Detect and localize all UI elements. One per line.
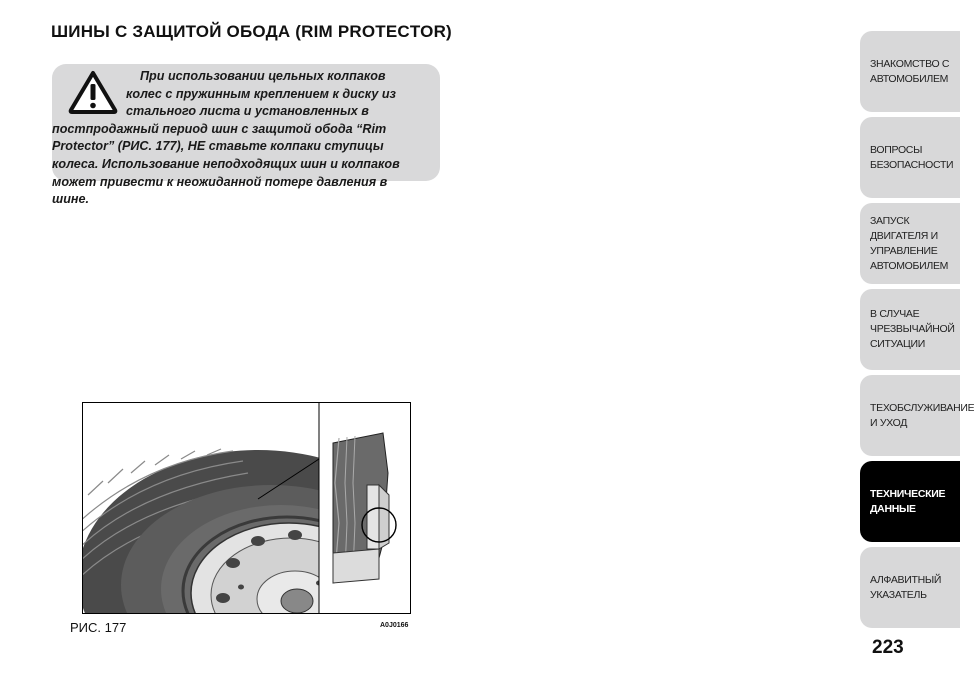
chapter-tab-introduction[interactable] xyxy=(860,31,960,112)
chapter-tab-label: ЗНАКОМСТВО С АВТОМОБИЛЕМ xyxy=(870,57,950,85)
chapter-tab-label: АЛФАВИТНЫЙ УКАЗАТЕЛЬ xyxy=(870,573,942,601)
chapter-tab-label: В СЛУЧАЕ ЧРЕЗВЫЧАЙНОЙ СИТУАЦИИ xyxy=(870,308,955,350)
section-title: ШИНЫ С ЗАЩИТОЙ ОБОДА (RIM PROTECTOR) xyxy=(51,22,452,41)
chapter-tab-starting-driving[interactable] xyxy=(860,203,960,284)
tire-illustration xyxy=(83,403,410,613)
chapter-tab-technical-data[interactable] xyxy=(860,461,960,542)
page-number: 223 xyxy=(872,637,904,658)
chapter-tab-safety[interactable] xyxy=(860,117,960,198)
figure-caption: РИС. 177 xyxy=(70,620,127,635)
chapter-nav xyxy=(860,0,974,686)
chapter-tab-emergency[interactable] xyxy=(860,289,960,370)
chapter-tab-label: ЗАПУСК ДВИГАТЕЛЯ И УПРАВЛЕНИЕ АВТОМОБИЛЕМ xyxy=(870,214,949,272)
warning-text-content: При использовании цельных колпаков колес с пружинным креплением к диску из стального листа и установленных в постпродажный период шин с защитой обода “Rim Protector” (РИС. 177), НЕ ставьте колпаки ступицы колеса. Использование неподходящих шин и колпаков может привести к неожиданной потере давления в шине. xyxy=(52,69,400,207)
warning-box xyxy=(52,64,440,207)
chapter-tab-index[interactable] xyxy=(860,547,960,628)
chapter-tab-maintenance[interactable] xyxy=(860,375,974,456)
chapter-tab-label: ВОПРОСЫ БЕЗОПАСНОСТИ xyxy=(870,143,954,171)
figure-rim-protector xyxy=(82,402,411,614)
figure-code: A0J0166 xyxy=(380,622,409,629)
chapter-tab-label: ТЕХОБСЛУЖИВАНИЕ И УХОД xyxy=(870,401,974,429)
warning-text xyxy=(52,68,424,209)
chapter-tab-label: ТЕХНИЧЕСКИЕ ДАННЫЕ xyxy=(870,487,946,515)
